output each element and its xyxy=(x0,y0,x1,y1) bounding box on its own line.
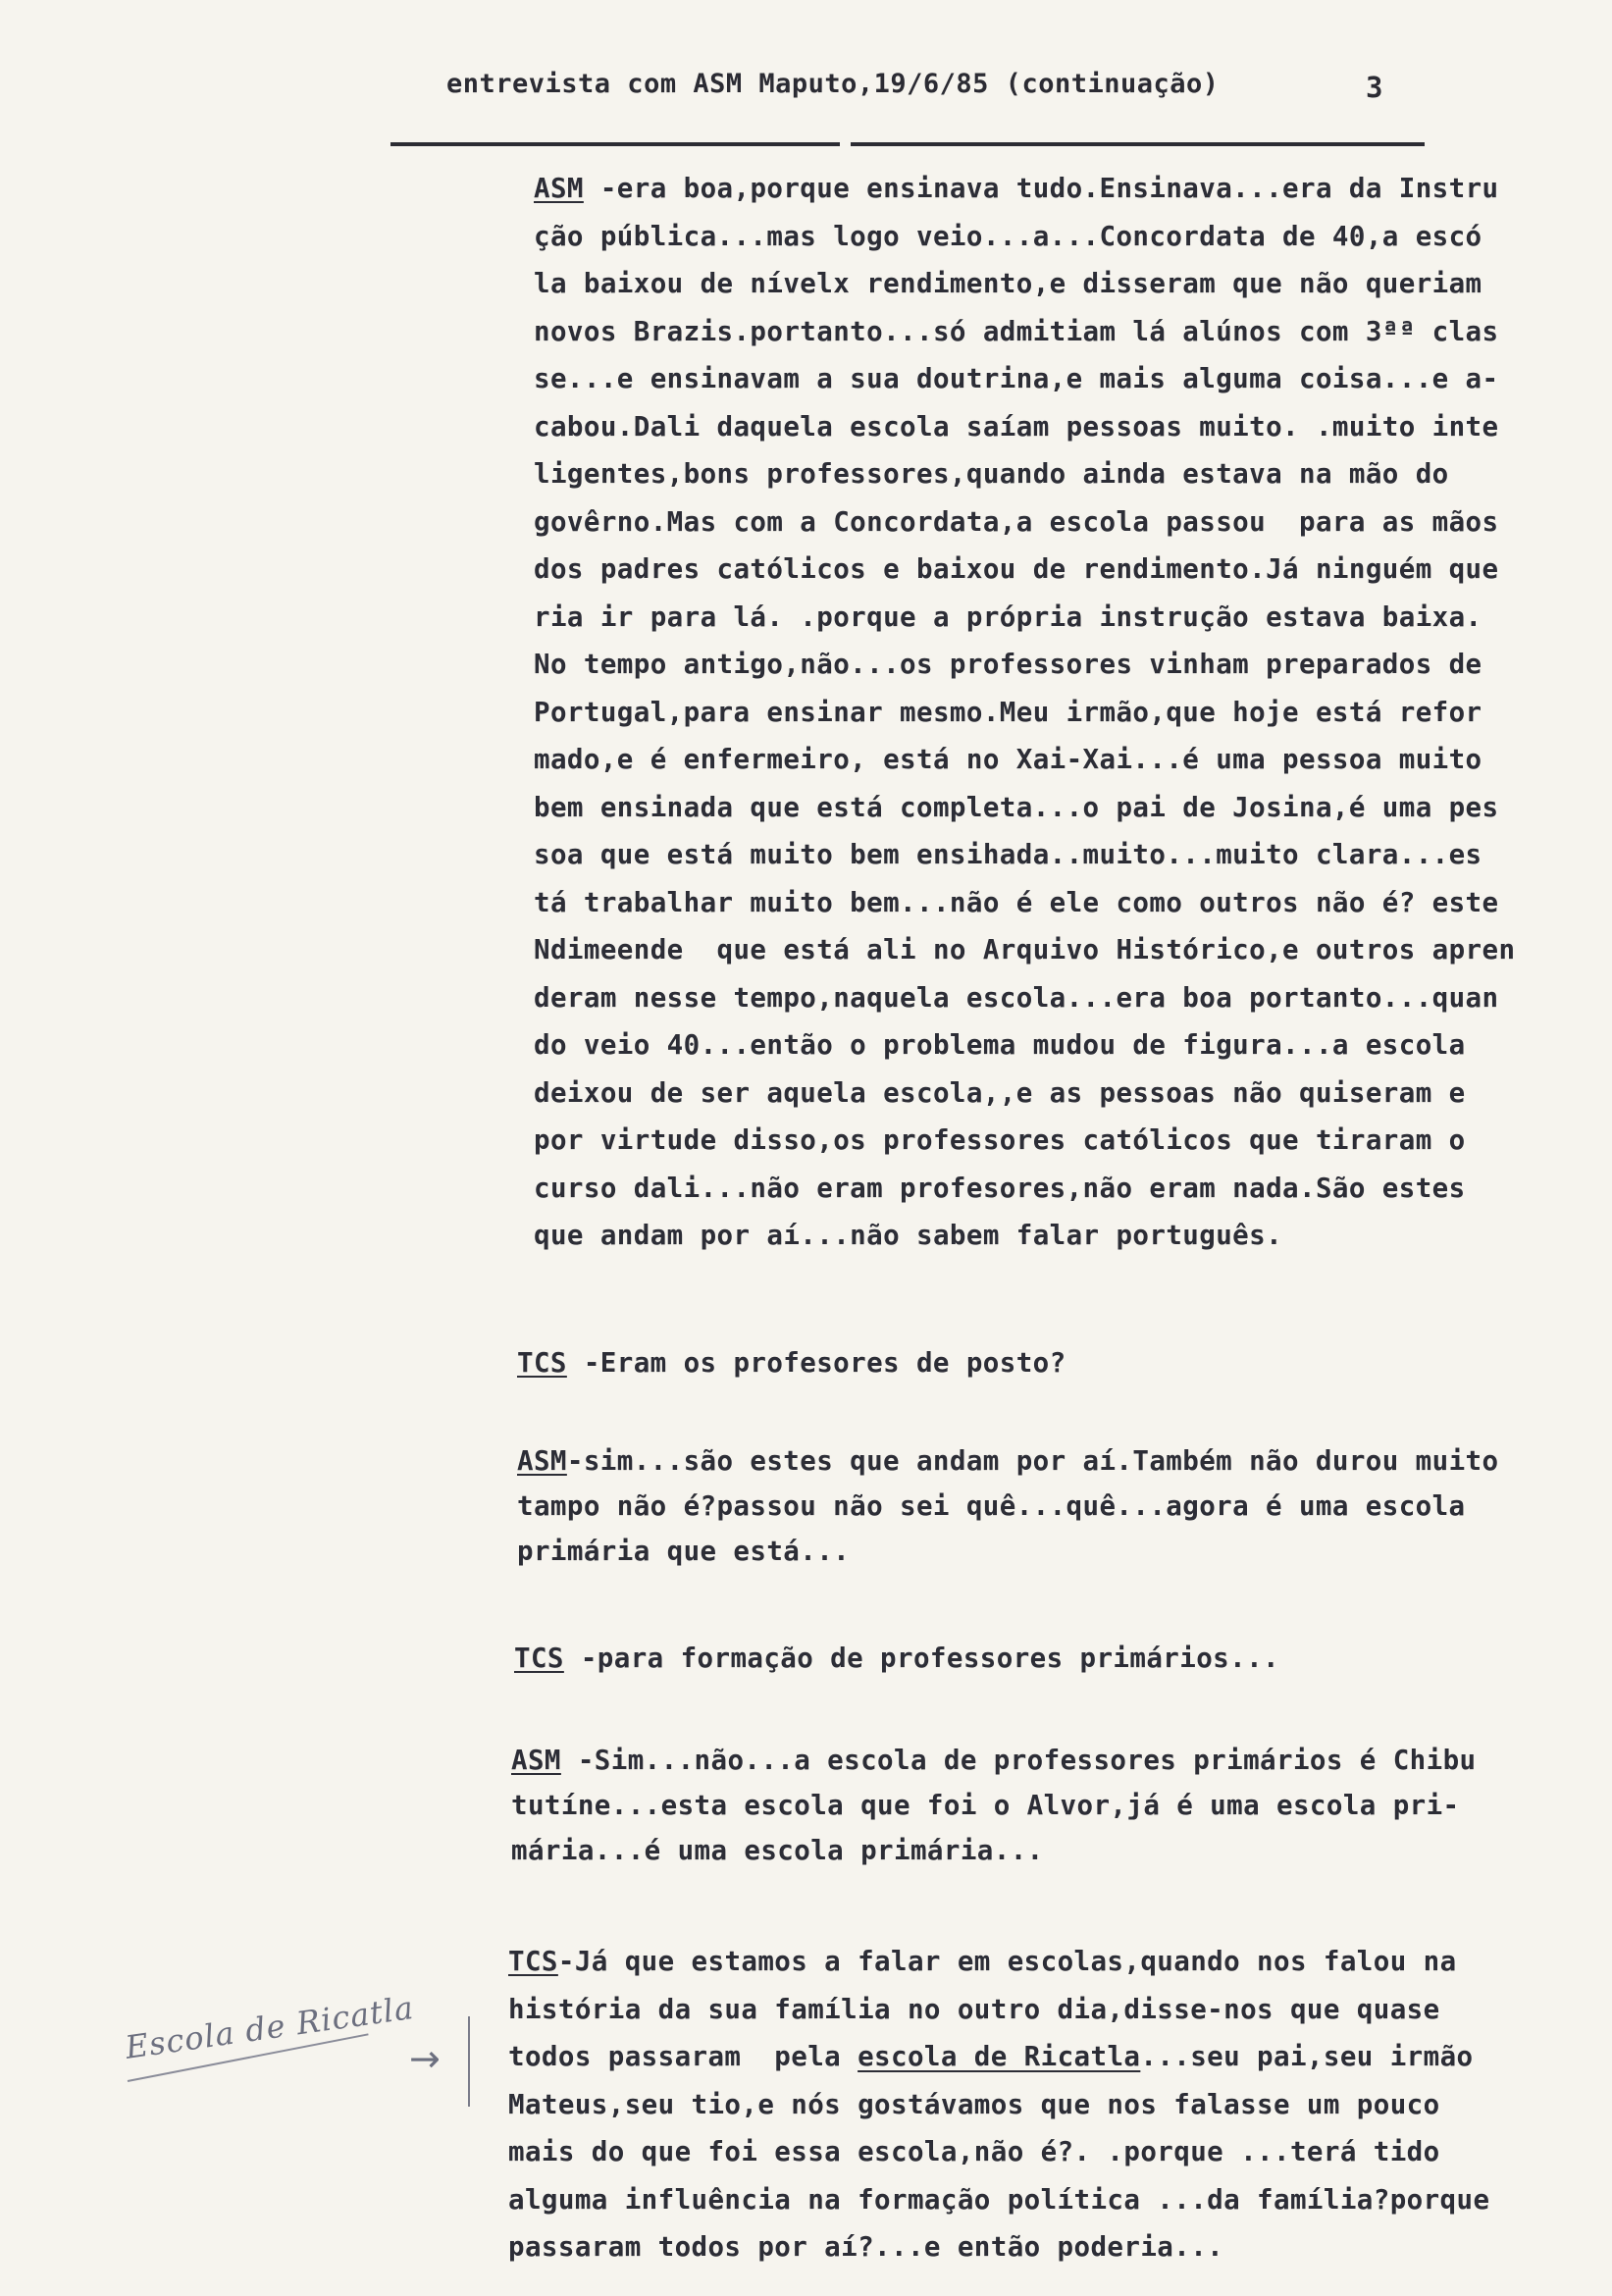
text-line: TCS -para formação de professores primários... xyxy=(514,1643,1279,1674)
header-rule-left xyxy=(390,142,840,146)
text-line: govêrno.Mas com a Concordata,a escola passou para as mãos xyxy=(534,505,1499,538)
text-line: tá trabalhar muito bem...não é ele como outros não é? este xyxy=(534,886,1499,918)
speaker-label: ASM xyxy=(534,173,584,204)
margin-bracket xyxy=(468,2016,470,2107)
text-line: passaram todos por aí?...e então poderia... xyxy=(508,2231,1224,2263)
text-line: que andam por aí...não sabem falar português. xyxy=(534,1220,1283,1251)
text-line: ção pública...mas logo veio...a...Concordata de 40,a escó xyxy=(534,220,1482,252)
text-line: cabou.Dali daquela escola saíam pessoas muito. .muito inte xyxy=(534,410,1499,443)
text-line: No tempo antigo,não...os professores vinham preparados de xyxy=(534,649,1482,680)
speaker-label: ASM xyxy=(517,1445,567,1477)
text-line: tampo não é?passou não sei quê...quê...agora é uma escola xyxy=(517,1490,1466,1522)
text-line: Portugal,para ensinar mesmo.Meu irmão,que hoje está refor xyxy=(534,696,1482,728)
highlighted-phrase: escola de Ricatla xyxy=(858,2041,1141,2072)
paragraph-tcs-1 xyxy=(517,1339,1066,1387)
text-line: mado,e é enfermeiro, está no Xai-Xai...é uma pessoa muito xyxy=(534,744,1482,775)
text-line: alguma influência na formação política ...da família?porque xyxy=(508,2183,1490,2216)
text-line: do veio 40...então o problema mudou de figura...a escola xyxy=(534,1029,1466,1061)
text-line: mais do que foi essa escola,não é?. .porque ...terá tido xyxy=(508,2136,1440,2167)
text-line: curso dali...não eram profesores,não eram nada.São estes xyxy=(534,1172,1466,1204)
handwritten-margin-note: Escola de Ricatla xyxy=(123,1988,417,2066)
text-line: ASM -era boa,porque ensinava tudo.Ensinava...era da Instru xyxy=(534,173,1499,204)
paragraph-tcs-2 xyxy=(514,1635,1279,1683)
text-line: Ndimeende que está ali no Arquivo Histórico,e outros apren xyxy=(534,934,1516,965)
paragraph-asm-1 xyxy=(534,165,1515,1260)
text-line: TCS -Eram os profesores de posto? xyxy=(517,1347,1066,1379)
header-rule-right xyxy=(851,142,1425,146)
arrow-right-icon: → xyxy=(409,2037,441,2080)
text-line: Mateus,seu tio,e nós gostávamos que nos falasse um pouco xyxy=(508,2088,1440,2120)
text-line: la baixou de nívelx rendimento,e disseram que não queriam xyxy=(534,268,1482,299)
text-line: ligentes,bons professores,quando ainda estava na mão do xyxy=(534,458,1449,490)
paragraph-tcs-3 xyxy=(508,1938,1489,2271)
paragraph-asm-3 xyxy=(511,1738,1476,1873)
text-line: ASM-sim...são estes que andam por aí.Também não durou muito xyxy=(517,1445,1499,1477)
text-line: se...e ensinavam a sua doutrina,e mais alguma coisa...e a- xyxy=(534,363,1499,394)
text-line: primária que está... xyxy=(517,1536,851,1567)
text-line: tutíne...esta escola que foi o Alvor,já é uma escola pri- xyxy=(511,1790,1460,1821)
speaker-label: TCS xyxy=(508,1946,558,1977)
page-number: 3 xyxy=(1366,71,1383,104)
text-line: deixou de ser aquela escola,,e as pessoas não quiseram e xyxy=(534,1076,1466,1109)
paragraph-asm-2 xyxy=(517,1438,1498,1574)
document-header: entrevista com ASM Maputo,19/6/85 (continuação) xyxy=(446,69,1220,99)
text-line: TCS-Já que estamos a falar em escolas,quando nos falou na xyxy=(508,1946,1457,1977)
text-line: por virtude disso,os professores católicos que tiraram o xyxy=(534,1124,1466,1156)
speaker-label: ASM xyxy=(511,1745,561,1776)
text-line: história da sua família no outro dia,disse-nos que quase xyxy=(508,1993,1440,2025)
text-line: todos passaram pela escola de Ricatla...seu pai,seu irmão xyxy=(508,2041,1474,2072)
speaker-label: TCS xyxy=(517,1347,567,1379)
text-line: mária...é uma escola primária... xyxy=(511,1835,1044,1866)
text-line: bem ensinada que está completa...o pai de Josina,é uma pes xyxy=(534,791,1499,823)
text-line: deram nesse tempo,naquela escola...era boa portanto...quan xyxy=(534,981,1499,1014)
text-line: ASM -Sim...não...a escola de professores primários é Chibu xyxy=(511,1745,1477,1776)
speaker-label: TCS xyxy=(514,1643,564,1674)
text-line: dos padres católicos e baixou de rendimento.Já ninguém que xyxy=(534,553,1499,585)
text-line: ria ir para lá. .porque a própria instrução estava baixa. xyxy=(534,600,1482,633)
text-line: soa que está muito bem ensihada..muito...muito clara...es xyxy=(534,839,1482,870)
text-line: novos Brazis.portanto...só admitiam lá alúnos com 3ªª clas xyxy=(534,315,1499,347)
